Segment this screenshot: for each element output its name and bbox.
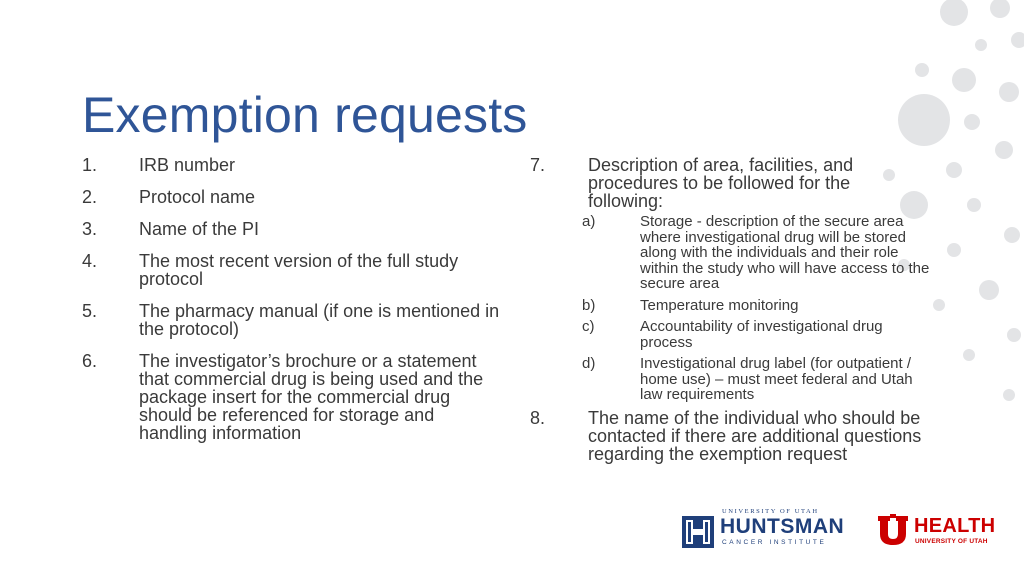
item-number: 7. xyxy=(530,155,546,175)
item-number: 2. xyxy=(82,187,98,207)
page-title: Exemption requests xyxy=(82,86,528,143)
list-item xyxy=(530,156,930,403)
sub-list-item xyxy=(530,298,930,314)
item-text: IRB number xyxy=(139,155,236,175)
item-text: Name of the PI xyxy=(139,219,260,239)
sub-item-text: Investigational drug label (for outpatient / home use) – must meet federal and Utah law requirements xyxy=(640,355,913,403)
requirements-list-left xyxy=(82,156,502,442)
huntsman-logo-top: UNIVERSITY OF UTAH xyxy=(722,508,819,515)
list-item xyxy=(82,252,502,288)
item-number: 4. xyxy=(82,251,98,271)
huntsman-logo xyxy=(682,508,852,550)
item-number: 6. xyxy=(82,351,98,371)
sub-list-item xyxy=(530,356,930,403)
item-text: The most recent version of the full study protocol xyxy=(139,251,459,289)
block-u-icon xyxy=(876,514,910,546)
item-text: Protocol name xyxy=(139,187,256,207)
requirements-list-right xyxy=(530,156,930,463)
huntsman-emblem-icon xyxy=(682,516,714,548)
sub-list-item xyxy=(530,319,930,350)
list-item xyxy=(82,302,502,338)
sub-item-text: Storage - description of the secure area where investigational drug will be stored along with the individuals and their role within the study who will have access to the secure area xyxy=(640,213,930,292)
sub-list-item xyxy=(530,214,930,292)
health-logo-name: HEALTH xyxy=(914,515,996,537)
sub-item-letter: a) xyxy=(582,213,596,230)
sub-item-letter: d) xyxy=(582,355,596,372)
health-logo-sub: UNIVERSITY OF UTAH xyxy=(915,538,988,545)
item-number: 1. xyxy=(82,155,98,175)
item-number: 3. xyxy=(82,219,98,239)
sub-item-letter: b) xyxy=(582,296,596,314)
huntsman-logo-name: HUNTSMAN xyxy=(720,515,845,538)
item-text: Description of area, facilities, and procedures to be followed for the following: xyxy=(588,155,854,211)
item-text: The investigator’s brochure or a statement that commercial drug is being used and the package insert for the commercial drug should be referenced for storage and handling information xyxy=(139,351,484,443)
huntsman-logo-sub: CANCER INSTITUTE xyxy=(722,539,827,546)
sub-item-letter: c) xyxy=(582,318,595,335)
sub-item-text: Temperature monitoring xyxy=(640,296,799,314)
list-item xyxy=(530,409,930,463)
item-text: The pharmacy manual (if one is mentioned in the protocol) xyxy=(139,301,500,339)
item-number: 5. xyxy=(82,301,98,321)
sub-list xyxy=(530,214,930,403)
list-item xyxy=(82,352,502,442)
item-number: 8. xyxy=(530,407,546,428)
uofu-health-logo xyxy=(876,514,994,548)
list-item xyxy=(82,188,502,206)
item-text: The name of the individual who should be contacted if there are additional questions regarding the exemption request xyxy=(588,407,922,464)
list-item xyxy=(82,156,502,174)
sub-item-text: Accountability of investigational drug process xyxy=(640,318,883,351)
list-item xyxy=(82,220,502,238)
